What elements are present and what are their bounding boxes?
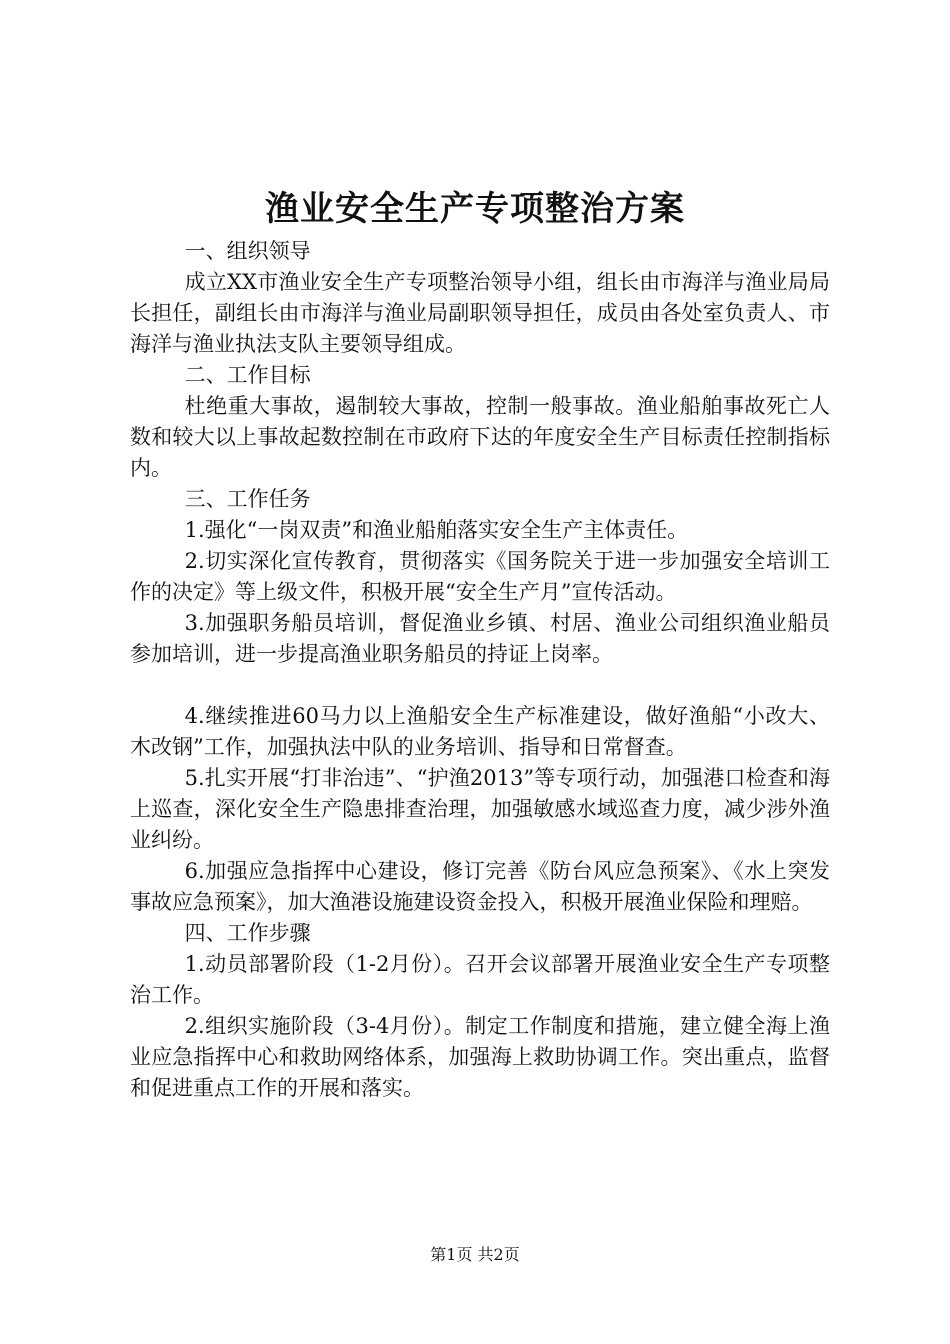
section-heading-goals: 二、工作目标 — [184, 363, 311, 387]
task-item-3: 3.加强职务船员培训，督促渔业乡镇、村居、渔业公司组织渔业船员参加培训，进一步提高渔业职务船员的持证上岗率。 — [130, 611, 830, 666]
document-title: 渔业安全生产专项整治方案 — [265, 189, 685, 229]
document-body — [130, 236, 830, 1104]
step-item-2: 2.组织实施阶段（3-4月份）。制定工作制度和措施，建立健全海上渔业应急指挥中心和救助网络体系，加强海上救助协调工作。突出重点，监督和促进重点工作的开展和落实。 — [130, 1014, 830, 1100]
section-heading-steps: 四、工作步骤 — [184, 921, 311, 945]
task-item-4: 4.继续推进60马力以上渔船安全生产标准建设，做好渔船“小改大、木改钢”工作，加强执法中队的业务培训、指导和日常督查。 — [130, 704, 830, 759]
section-heading-tasks: 三、工作任务 — [184, 487, 311, 511]
task-item-2: 2.切实深化宣传教育，贯彻落实《国务院关于进一步加强安全培训工作的决定》等上级文件，积极开展“安全生产月”宣传活动。 — [130, 549, 830, 604]
step-item-1: 1.动员部署阶段（1-2月份）。召开会议部署开展渔业安全生产专项整治工作。 — [130, 952, 830, 1007]
task-item-1: 1.强化“一岗双责”和渔业船舶落实安全生产主体责任。 — [184, 518, 689, 542]
task-item-5: 5.扎实开展“打非治违”、“护渔2013”等专项行动，加强港口检查和海上巡查，深化安全生产隐患排查治理，加强敏感水域巡查力度，减少涉外渔业纠纷。 — [130, 766, 830, 852]
task-item-6: 6.加强应急指挥中心建设，修订完善《防台风应急预案》、《水上突发事故应急预案》，加大渔港设施建设资金投入，积极开展渔业保险和理赔。 — [130, 859, 830, 914]
paragraph-goals: 杜绝重大事故，遏制较大事故，控制一般事故。渔业船舶事故死亡人数和较大以上事故起数控制在市政府下达的年度安全生产目标责任控制指标内。 — [130, 394, 830, 480]
paragraph-organization: 成立XX市渔业安全生产专项整治领导小组，组长由市海洋与渔业局局长担任，副组长由市海洋与渔业局副职领导担任，成员由各处室负责人、市海洋与渔业执法支队主要领导组成。 — [130, 270, 830, 356]
section-heading-organization: 一、组织领导 — [184, 239, 311, 263]
blank-line — [130, 670, 830, 701]
page-number: 第1页 共2页 — [430, 1245, 520, 1264]
